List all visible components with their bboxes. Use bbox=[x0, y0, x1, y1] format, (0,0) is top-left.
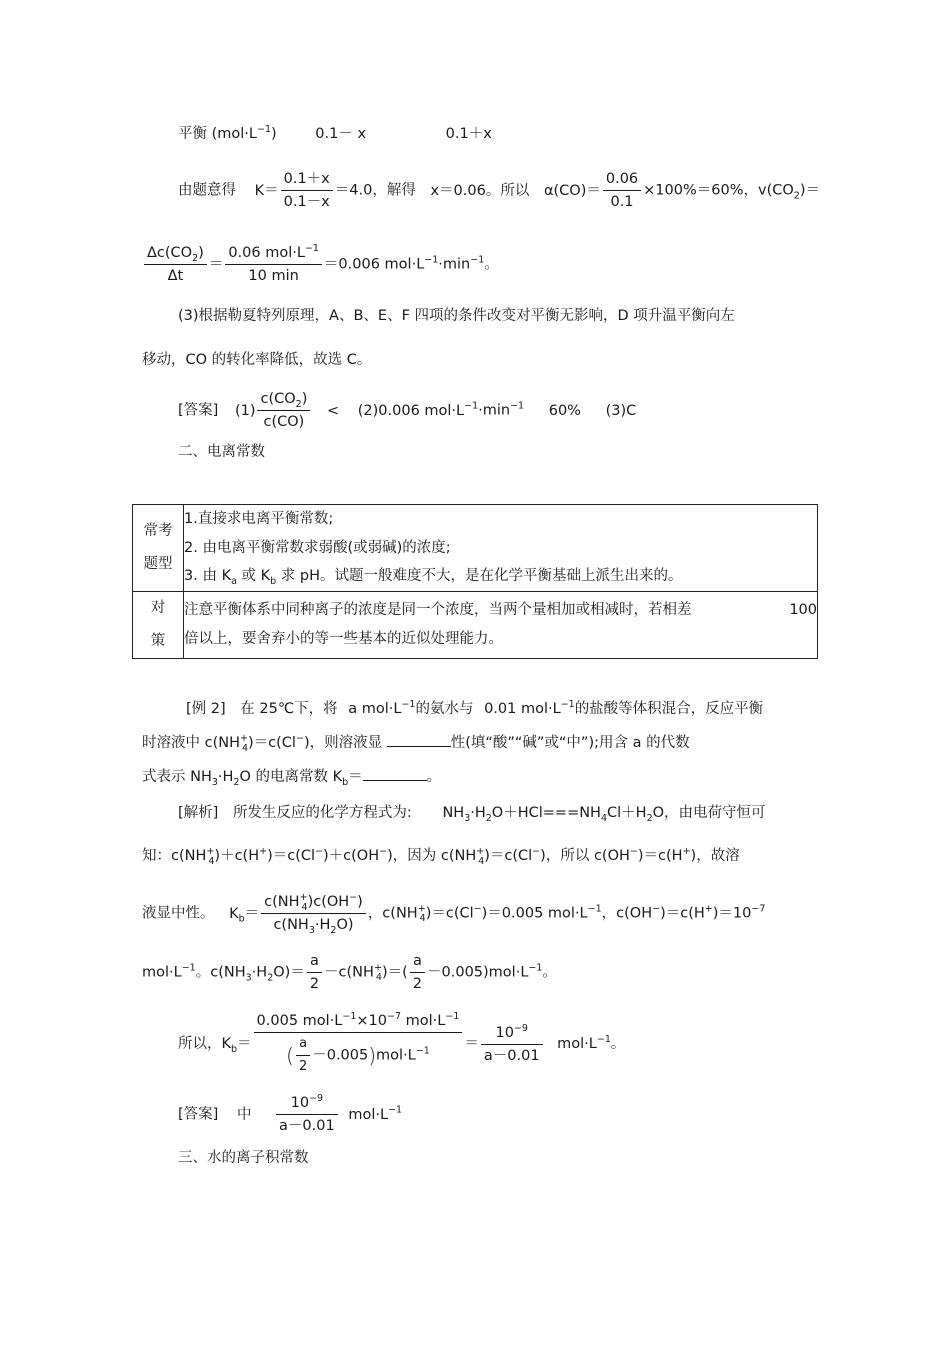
section-heading: 三、水的离子积常数 bbox=[178, 1150, 309, 1166]
analysis-line: 液显中性。 $K_b=$ $\frac{c(NH^+_4)c(OH^-)}{c(NH_3\cdot H_2O)}$ ，$c(NH^+_4)=c(Cl^-)=0.005$ $mol\cdot L^{-1}$，$c(OH^-)=c(H^+)=10^{-7}$ bbox=[142, 892, 766, 936]
strategy-table bbox=[132, 504, 818, 659]
paragraph: 移动，CO 的转化率降低，故选 C。 bbox=[142, 352, 372, 368]
rate-calc: $\frac{\Delta c(CO_2)}{\Delta t}$ ＝ $\frac{0.06 mol\cdot L^{-1}}{10 \min}$ ＝0.006 $mol\cdot L^{-1}\cdot\min^{-1}$。 bbox=[142, 244, 499, 285]
strategy-cell: 注意平衡体系中同种离子的浓度是同一个浓度，当两个量相加或相减时，若相差 100 倍以上，要舍弃小的等一些基本的近似处理能力。 bbox=[184, 591, 818, 658]
list-item: 1.直接求电离平衡常数; bbox=[184, 511, 334, 527]
fraction: 0.005 $mol\cdot L^{-1}\times 10^{-7}$ $mol\cdot L^{-1}$ ( $\frac{a}{2}$ $-0.005)mol\cdot L^{-1}$ bbox=[254, 1012, 463, 1076]
equilibrium-row: 平衡 $(mol\cdot L^{-1})$ 0.1－ x 0.1＋x bbox=[178, 124, 492, 142]
example-question: 式表示 $NH_3\cdot H_2O$ 的电离常数 $K_b=$ 。 bbox=[142, 766, 441, 787]
list-item: 2. 由电离平衡常数求弱酸(或弱碱)的浓度; bbox=[184, 539, 451, 556]
fraction: $\frac{10^{-9}}{a-0.01}$ bbox=[276, 1094, 338, 1135]
paragraph: (3)根据勒夏特列原理，A、B、E、F 四项的条件改变对平衡无影响，D 项升温平衡向左 bbox=[178, 308, 735, 324]
answer-row: [答案] 中 $\frac{10^{-9}}{a-0.01}$ $mol\cdot L^{-1}$ bbox=[178, 1093, 403, 1134]
answer-blank[interactable] bbox=[387, 732, 451, 747]
fraction: $\frac{a}{2}$ bbox=[410, 952, 425, 993]
fraction: $\frac{a}{2}$ bbox=[307, 952, 322, 993]
question-types-cell bbox=[184, 505, 818, 592]
fraction: $\frac{\Delta c(CO_2)}{\Delta t}$ bbox=[144, 244, 207, 285]
analysis-line: [解析] 所发生反应的化学方程式为: $NH_3\cdot H_2O+HCl===NH_4Cl+H_2O$，由电荷守恒可 bbox=[178, 805, 766, 824]
example-question: 时溶液中 $c(NH^+_4)=c(Cl^-)$，则溶液显 性(填“酸”“碱”或“中”);用含 a 的代数 bbox=[142, 733, 690, 754]
answer-row: [答案] (1) $\frac{c(CO_2)}{c(CO)}$ < (2)0.006 $mol\cdot L^{-1}\cdot\min^{-1}$ 60% (3)C bbox=[178, 391, 637, 430]
equilibrium-constant-calc: 由题意得 K＝ $\frac{0.1+x}{0.1-x}$ ＝4.0，解得 x＝0.06。所以 α(CO)＝ $\frac{0.06}{0.1}$ ×100%＝60%，$v(CO_2)=$ bbox=[178, 171, 820, 210]
fraction: $\frac{0.06 mol\cdot L^{-1}}{10 \min}$ bbox=[225, 244, 322, 285]
analysis-line: 所以，$K_b=$ 0.005 $mol\cdot L^{-1}\times 10^{-7}$ $mol\cdot L^{-1}$ ( $\frac{a}{2}$ $-0.005)mol\cdot L^{-1}$ ＝ $\frac{10^{-9}}{a-0.01}$ $mol\cdot L^{-1}$。 bbox=[178, 1011, 626, 1074]
fraction: $\frac{10^{-9}}{a-0.01}$ bbox=[481, 1024, 543, 1065]
table-label: 对 策 bbox=[133, 591, 184, 658]
analysis-line: 知：$c(NH^+_4)+c(H^+)=c(Cl^-)+c(OH^-)$，因为 $c(NH^+_4)=c(Cl^-)$，所以 c(OH−)＝c(H+)，故溶 bbox=[142, 846, 740, 867]
table-label: 常考 题型 bbox=[133, 505, 184, 592]
list-item: 3. 由 $K_a$ 或 $K_b$ 求 pH。试题一般难度不大，是在化学平衡基础上派生出来的。 bbox=[184, 568, 683, 587]
fraction: $\frac{c(NH^+_4)c(OH^-)}{c(NH_3\cdot H_2O)}$ bbox=[261, 893, 366, 934]
section-heading: 二、电离常数 bbox=[178, 444, 265, 460]
fraction: $\frac{c(CO_2)}{c(CO)}$ bbox=[257, 390, 310, 431]
fraction: $\frac{0.06}{0.1}$ bbox=[603, 170, 641, 211]
analysis-line: $mol\cdot L^{-1}$。$c(NH_3\cdot H_2O)=$ $\frac{a}{2}$ $-c(NH^+_4)=$( $\frac{a}{2}$ $-0.005)mol\cdot L^{-1}$。 bbox=[142, 953, 557, 992]
answer-blank[interactable] bbox=[363, 766, 427, 781]
example-question: [例 2] 在 25℃下，将 a $mol\cdot L^{-1}$的氨水与 0.01 $mol\cdot L^{-1}$的盐酸等体积混合，反应平衡 bbox=[186, 699, 764, 717]
fraction: $\frac{0.1+x}{0.1-x}$ bbox=[281, 170, 333, 211]
